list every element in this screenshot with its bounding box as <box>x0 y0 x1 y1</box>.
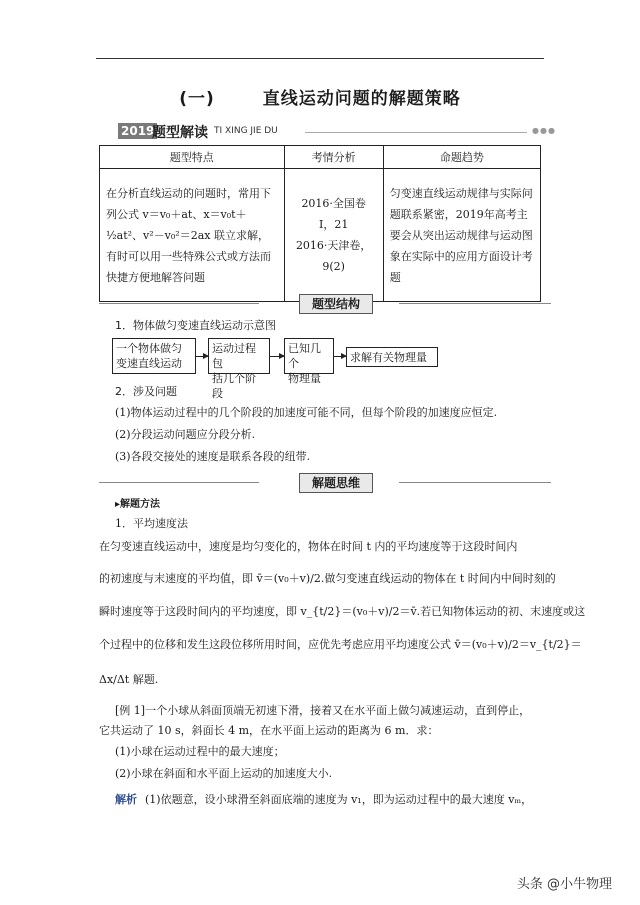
table-header: 考情分析 <box>284 146 383 169</box>
flow-box-line: 括几个阶段 <box>212 372 256 400</box>
section-bar <box>100 122 556 142</box>
section-label: 题型解读 <box>152 125 208 141</box>
info-table <box>99 145 541 302</box>
table-header: 题型特点 <box>100 146 285 169</box>
method-label: ▸解题方法 <box>115 499 161 510</box>
flow-box <box>112 338 196 374</box>
banner-thinking <box>99 473 551 493</box>
flow-box <box>208 338 270 400</box>
solution-text: (1)依题意，设小球滑至斜面底端的速度为 v₁，即为运动过程中的最大速度 vₘ， <box>145 793 533 806</box>
title-number: (一) <box>179 89 215 109</box>
example-line: 它共运动了 10 s，斜面长 4 m，在水平面上运动的距离为 6 m．求： <box>99 724 439 737</box>
flow-box-line: 变速直线运动 <box>116 357 182 370</box>
table-header-row <box>100 146 541 169</box>
banner-rule <box>99 482 259 483</box>
body-line: 个过程中的位移和发生这段位移所用时间，应优先考虑应用平均速度公式 v̄＝(v₀＋v)/2＝v_{t/2}＝ <box>99 638 582 651</box>
watermark: 头条 @小牛物理 <box>516 877 612 892</box>
dots-icon: ●●● <box>532 126 556 135</box>
item-issues-heading: 2．涉及问题 <box>115 385 177 398</box>
analysis-line: Ⅰ，21 <box>319 218 349 231</box>
analysis-line: 2016·全国卷 <box>301 197 366 210</box>
arrow-right-icon <box>334 356 346 357</box>
arrow-right-icon <box>270 356 284 357</box>
flow-box-line: 一个物体做匀 <box>116 342 182 355</box>
table-cell-analysis <box>284 169 383 302</box>
table-cell-trend: 匀变速直线运动规律与实际问题联系紧密，2019年高考主要会从突出运动规律与运动图象在实际中的应用方面设计考题 <box>383 169 540 302</box>
flow-box-line: 已知几个 <box>288 342 321 370</box>
table-row <box>100 169 541 302</box>
issue-line: (1)物体运动过程中的几个阶段的加速度可能不同，但每个阶段的加速度应恒定. <box>115 406 498 419</box>
page-title <box>96 84 544 109</box>
banner-label: 解题思维 <box>299 473 373 493</box>
title-text: 直线运动问题的解题策略 <box>262 89 461 109</box>
arrow-right-icon <box>196 356 208 357</box>
section-rule <box>305 132 527 133</box>
section-pinyin: TI XING JIE DU <box>214 126 278 136</box>
flow-box <box>346 347 438 367</box>
banner-structure <box>99 294 551 314</box>
issue-line: (2)分段运动问题应分段分析. <box>115 428 256 441</box>
example-line: (1)小球在运动过程中的最大速度； <box>115 745 285 758</box>
year-badge: 2019 <box>118 123 157 139</box>
issue-line: (3)各段交接处的速度是联系各段的纽带. <box>115 450 311 463</box>
banner-rule <box>399 482 551 483</box>
example-line: [例 1]一个小球从斜面顶端无初速下滑，接着又在水平面上做匀减速运动，直到停止， <box>115 704 531 717</box>
flow-box-line: 物理量 <box>288 372 321 385</box>
analysis-line: 2016·天津卷， <box>295 239 372 252</box>
body-line: 的初速度与末速度的平均值，即 v̄＝(v₀＋v)/2.做匀变速直线运动的物体在 t 时间内中间时刻的 <box>99 572 556 585</box>
banner-rule <box>99 303 259 304</box>
body-line: 瞬时速度等于这段时间内的平均速度，即 v_{t/2}＝(v₀＋v)/2＝v̄.若已知物体运动的初、末速度或这 <box>99 605 586 618</box>
banner-rule <box>399 303 551 304</box>
solution-label: 解析 <box>115 793 137 806</box>
method-heading: 1．平均速度法 <box>115 517 188 530</box>
table-header: 命题趋势 <box>383 146 540 169</box>
example-line: (2)小球在斜面和水平面上运动的加速度大小. <box>115 767 333 780</box>
flow-box-line: 求解有关物理量 <box>350 351 427 364</box>
top-rule <box>96 58 544 59</box>
body-line: Δx/Δt 解题. <box>99 673 159 686</box>
item-diagram-heading: 1．物体做匀变速直线运动示意图 <box>115 319 276 332</box>
solution-line <box>115 792 567 808</box>
flow-box <box>284 338 334 385</box>
table-cell-features: 在分析直线运动的问题时，常用下列公式 v＝v₀＋at、x＝v₀t＋½at²、v²－v₀²＝2ax 联立求解，有时可以用一些特殊公式或方法而快捷方便地解答问题 <box>100 169 285 302</box>
banner-label: 题型结构 <box>299 294 373 314</box>
analysis-line: 9(2) <box>322 260 345 273</box>
flow-box-line: 运动过程包 <box>212 342 256 370</box>
body-line: 在匀变速直线运动中，速度是均匀变化的，物体在时间 t 内的平均速度等于这段时间内 <box>99 540 518 553</box>
